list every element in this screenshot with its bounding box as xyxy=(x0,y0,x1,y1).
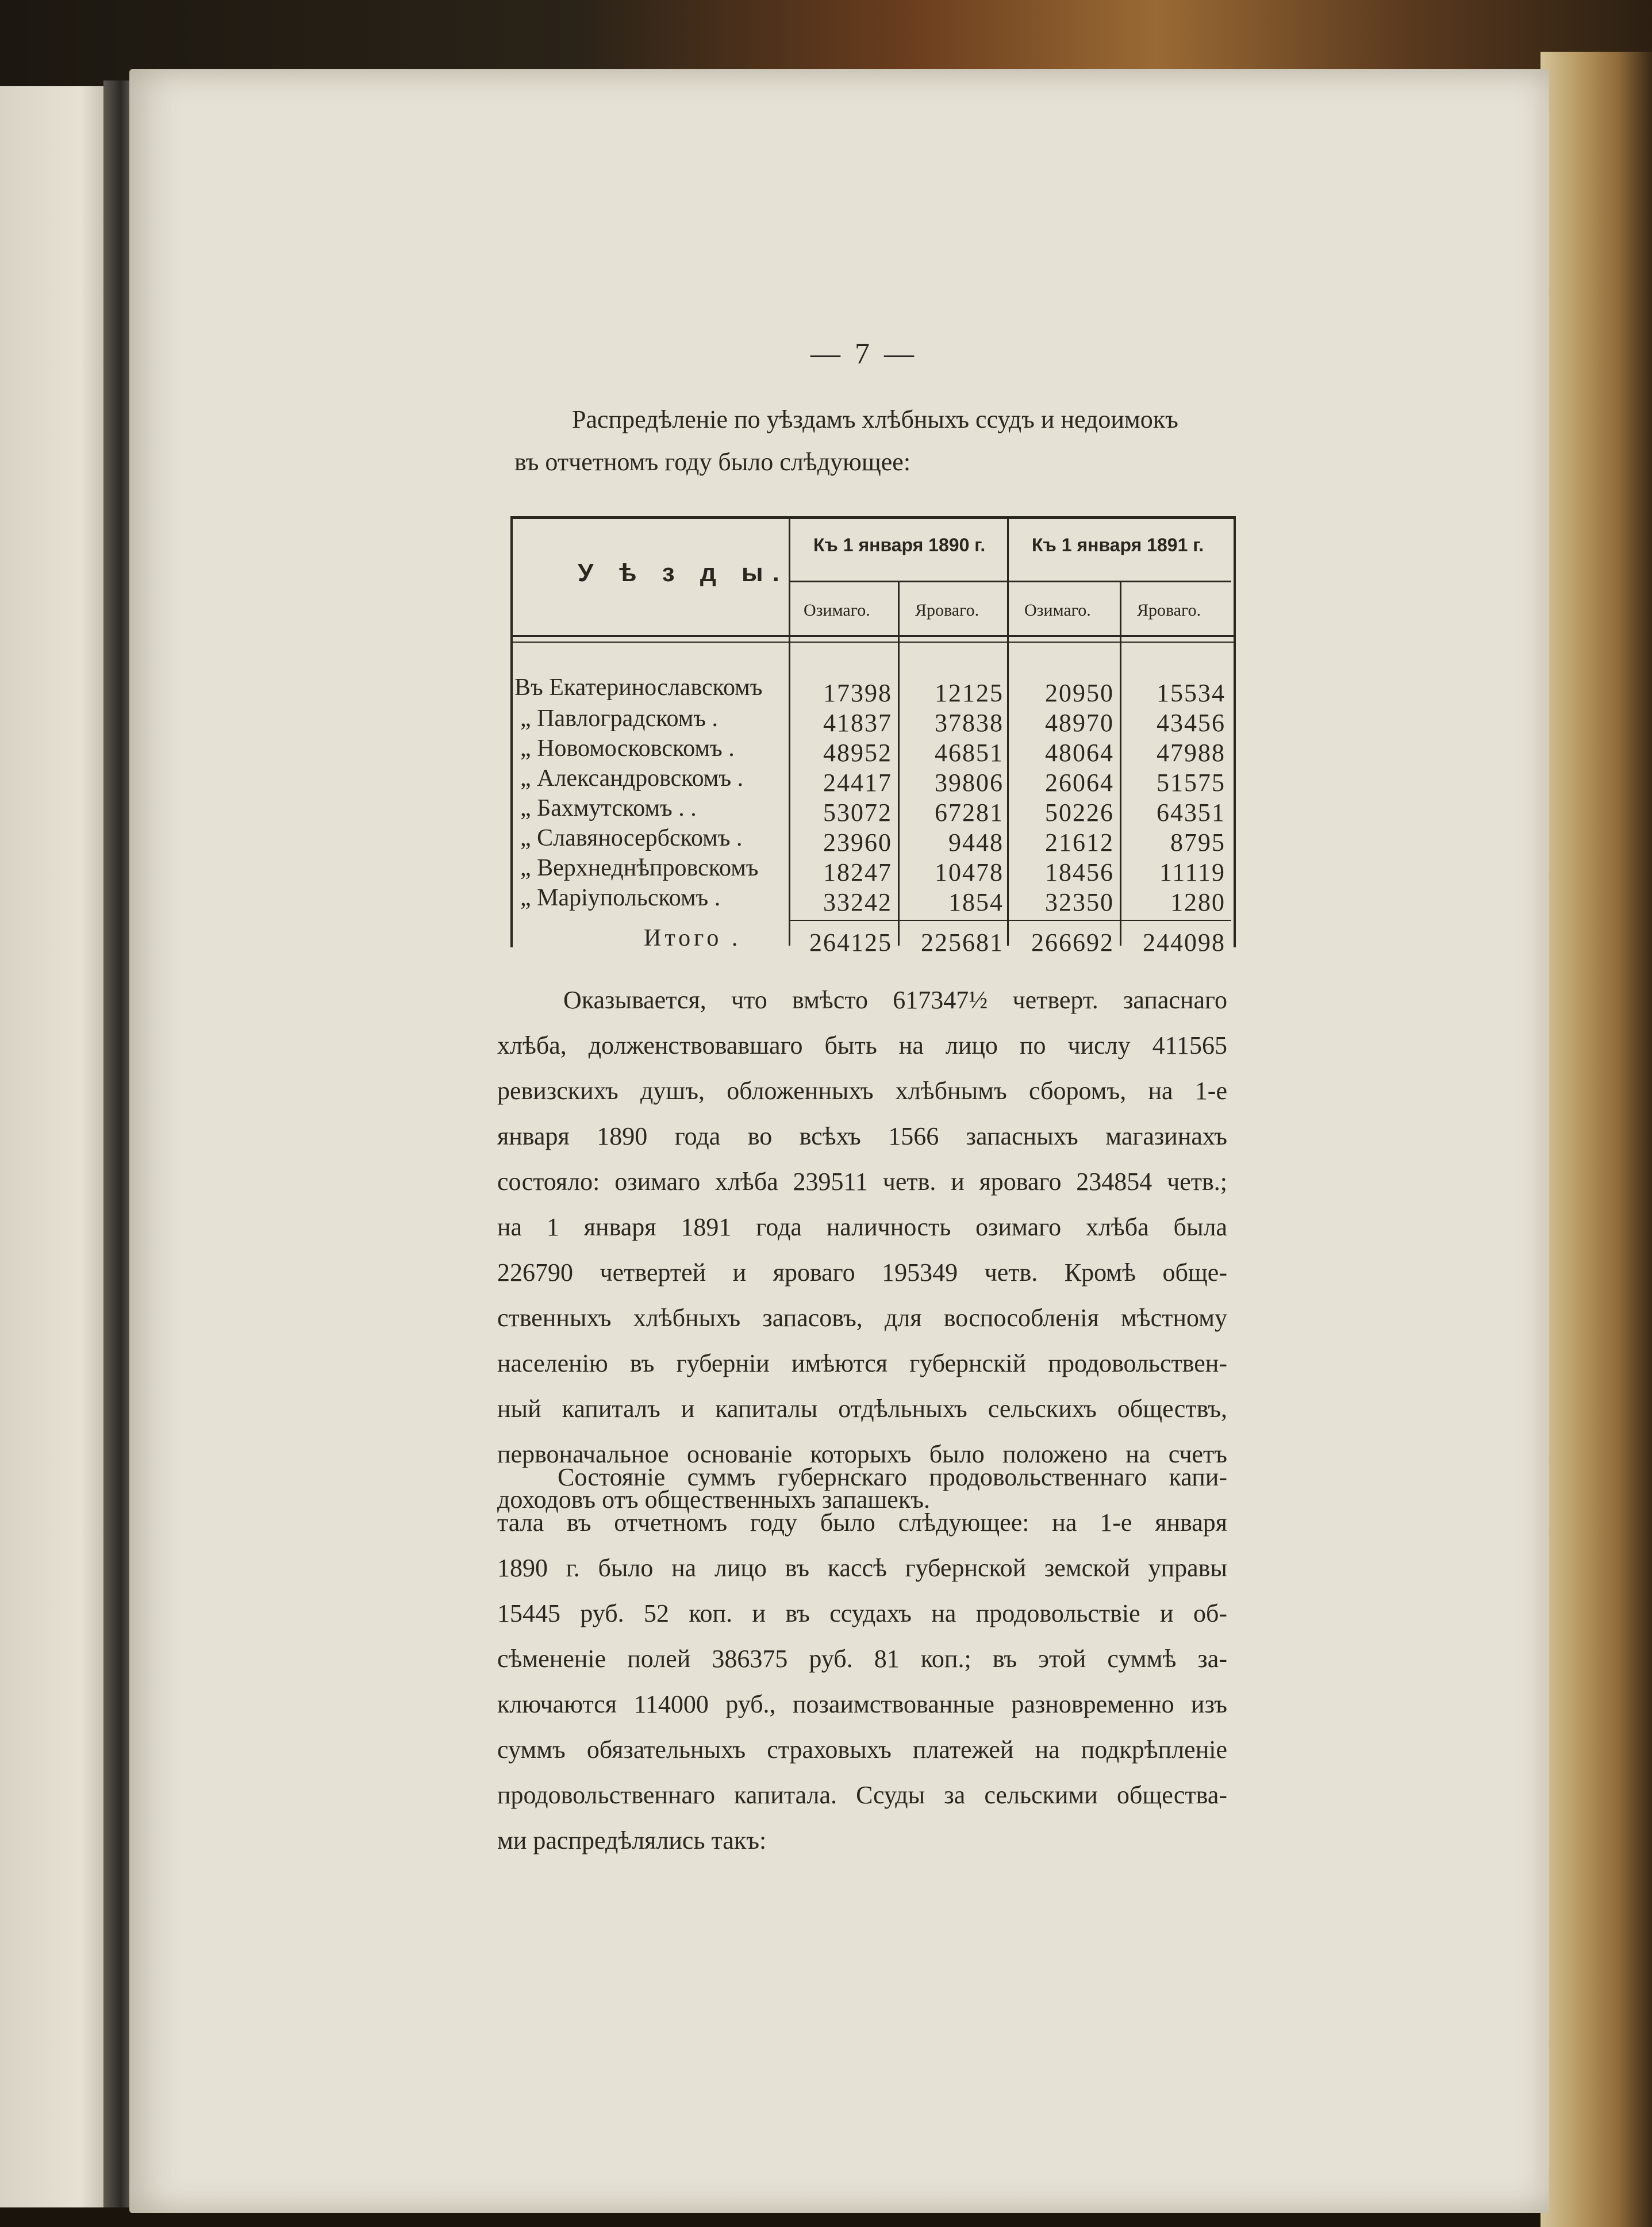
table-row-district: „ Славяносербскомъ . xyxy=(520,825,743,851)
table-cell: 12125 xyxy=(935,679,1004,707)
table-cell: 37838 xyxy=(935,709,1004,737)
table-row-district: „ Новомосковскомъ . xyxy=(520,735,735,762)
table-divider xyxy=(789,581,1231,582)
table-cell: 41837 xyxy=(823,709,892,737)
text-line: 1890 г. было на лицо въ кассѣ губернской земской управы xyxy=(497,1554,1227,1582)
table-divider xyxy=(510,635,1234,637)
table-cell: 47988 xyxy=(1157,739,1225,767)
text-line: Оказывается, что вмѣсто 617347½ четверт. запаснаго xyxy=(563,986,1227,1014)
table-cell: 32350 xyxy=(1045,888,1114,916)
table-cell: 20950 xyxy=(1045,679,1114,707)
subheader-spring-1891: Яроваго. xyxy=(1137,601,1201,620)
table-row-district: „ Маріупольскомъ . xyxy=(520,885,721,911)
text-line: продовольственнаго капитала. Ссуды за сельскими общества- xyxy=(497,1781,1227,1809)
intro-line-2: въ отчетномъ году было слѣдующее: xyxy=(514,448,911,476)
total-cell: 225681 xyxy=(921,928,1004,957)
text-line: января 1890 года во всѣхъ 1566 запасныхъ магазинахъ xyxy=(497,1122,1227,1150)
text-line: Состояніе суммъ губернскаго продовольственнаго капи- xyxy=(558,1463,1227,1491)
table-cell: 46851 xyxy=(935,739,1004,767)
total-cell: 266692 xyxy=(1031,928,1114,957)
table-divider xyxy=(510,642,1234,643)
table-row-district: „ Павлоградскомъ . xyxy=(520,705,718,732)
text-line: ми распредѣлялись такъ: xyxy=(497,1826,767,1854)
total-cell: 244098 xyxy=(1143,928,1225,957)
subheader-spring-1890: Яроваго. xyxy=(915,601,979,620)
total-cell: 264125 xyxy=(809,928,892,957)
table-cell: 23960 xyxy=(823,828,892,857)
table-cell: 67281 xyxy=(935,798,1004,827)
total-label: Итого . xyxy=(644,925,742,951)
table-cell: 1854 xyxy=(948,888,1004,916)
table-cell: 64351 xyxy=(1157,798,1225,827)
text-line: первоначальное основаніе которыхъ было положено на счетъ xyxy=(497,1440,1227,1468)
text-line: 15445 руб. 52 коп. и въ ссудахъ на продовольствіе и об- xyxy=(497,1599,1227,1627)
table-cell: 17398 xyxy=(823,679,892,707)
table-row-district: Въ Екатеринославскомъ xyxy=(514,674,763,701)
paragraph-grain-reserves xyxy=(497,977,1227,1522)
table-cell: 48952 xyxy=(823,739,892,767)
text-line: сѣмененіе полей 386375 руб. 81 коп.; въ этой суммѣ за- xyxy=(497,1645,1227,1673)
table-cell: 53072 xyxy=(823,798,892,827)
paragraph-food-capital xyxy=(497,1454,1227,1863)
text-line: ственныхъ хлѣбныхъ запасовъ, для воспособленія мѣстному xyxy=(497,1304,1227,1332)
table-cell: 33242 xyxy=(823,888,892,916)
table-row-district: „ Верхнеднѣпровскомъ xyxy=(520,855,759,881)
page-number: — 7 — xyxy=(810,337,917,370)
table-divider xyxy=(789,920,1231,921)
page-stack-edge xyxy=(1540,52,1652,2227)
table-cell: 26064 xyxy=(1045,769,1114,797)
text-line: ревизскихъ душъ, обложенныхъ хлѣбнымъ сборомъ, на 1-е xyxy=(497,1077,1227,1105)
text-line: доходовъ отъ общественныхъ запашекъ. xyxy=(497,1485,930,1514)
subheader-winter-1891: Озимаго. xyxy=(1024,601,1091,620)
table-cell: 50226 xyxy=(1045,798,1114,827)
table-cell: 21612 xyxy=(1045,828,1114,857)
table-cell: 51575 xyxy=(1157,769,1225,797)
table-cell: 8795 xyxy=(1170,828,1225,857)
text-line: хлѣба, долженствовавшаго быть на лицо по числу 411565 xyxy=(497,1031,1227,1059)
text-line: ный капиталъ и капиталы отдѣльныхъ сельскихъ обществъ, xyxy=(497,1395,1227,1423)
text-line: 226790 четвертей и яроваго 195349 четв. Кромѣ обще- xyxy=(497,1258,1227,1287)
table-cell: 48064 xyxy=(1045,739,1114,767)
table-cell: 43456 xyxy=(1157,709,1225,737)
text-line: на 1 января 1891 года наличность озимаго хлѣба была xyxy=(497,1213,1227,1241)
table-cell: 18456 xyxy=(1045,858,1114,886)
text-line: суммъ обязательныхъ страховыхъ платежей на подкрѣпленіе xyxy=(497,1735,1227,1764)
left-page-edge xyxy=(0,86,115,2207)
table-cell: 9448 xyxy=(948,828,1004,857)
text-line: состояло: озимаго хлѣба 239511 четв. и яроваго 234854 четв.; xyxy=(497,1168,1227,1196)
table-cell: 10478 xyxy=(935,858,1004,886)
column-title-districts: У ѣ з д ы. xyxy=(578,559,789,587)
table-row-district: „ Бахмутскомъ . . xyxy=(520,795,697,821)
subheader-winter-1890: Озимаго. xyxy=(804,601,870,620)
intro-line-1: Распредѣленіе по уѣздамъ хлѣбныхъ ссудъ и недоимокъ xyxy=(572,405,1178,433)
table-cell: 1280 xyxy=(1170,888,1225,916)
table-cell: 24417 xyxy=(823,769,892,797)
table-cell: 39806 xyxy=(935,769,1004,797)
text-line: тала въ отчетномъ году было слѣдующее: на 1-е января xyxy=(497,1508,1227,1537)
table-cell: 48970 xyxy=(1045,709,1114,737)
table-row-district: „ Александровскомъ . xyxy=(520,765,744,792)
period-1890-header: Къ 1 января 1890 г. xyxy=(813,535,986,555)
table-cell: 15534 xyxy=(1157,679,1225,707)
period-1891-header: Къ 1 января 1891 г. xyxy=(1032,535,1204,555)
table-cell: 18247 xyxy=(823,858,892,886)
table-cell: 11119 xyxy=(1159,858,1225,886)
text-line: населенію въ губерніи имѣются губернскій продовольствен- xyxy=(497,1349,1227,1377)
text-line: ключаются 114000 руб., позаимствованные разновременно изъ xyxy=(497,1690,1227,1718)
